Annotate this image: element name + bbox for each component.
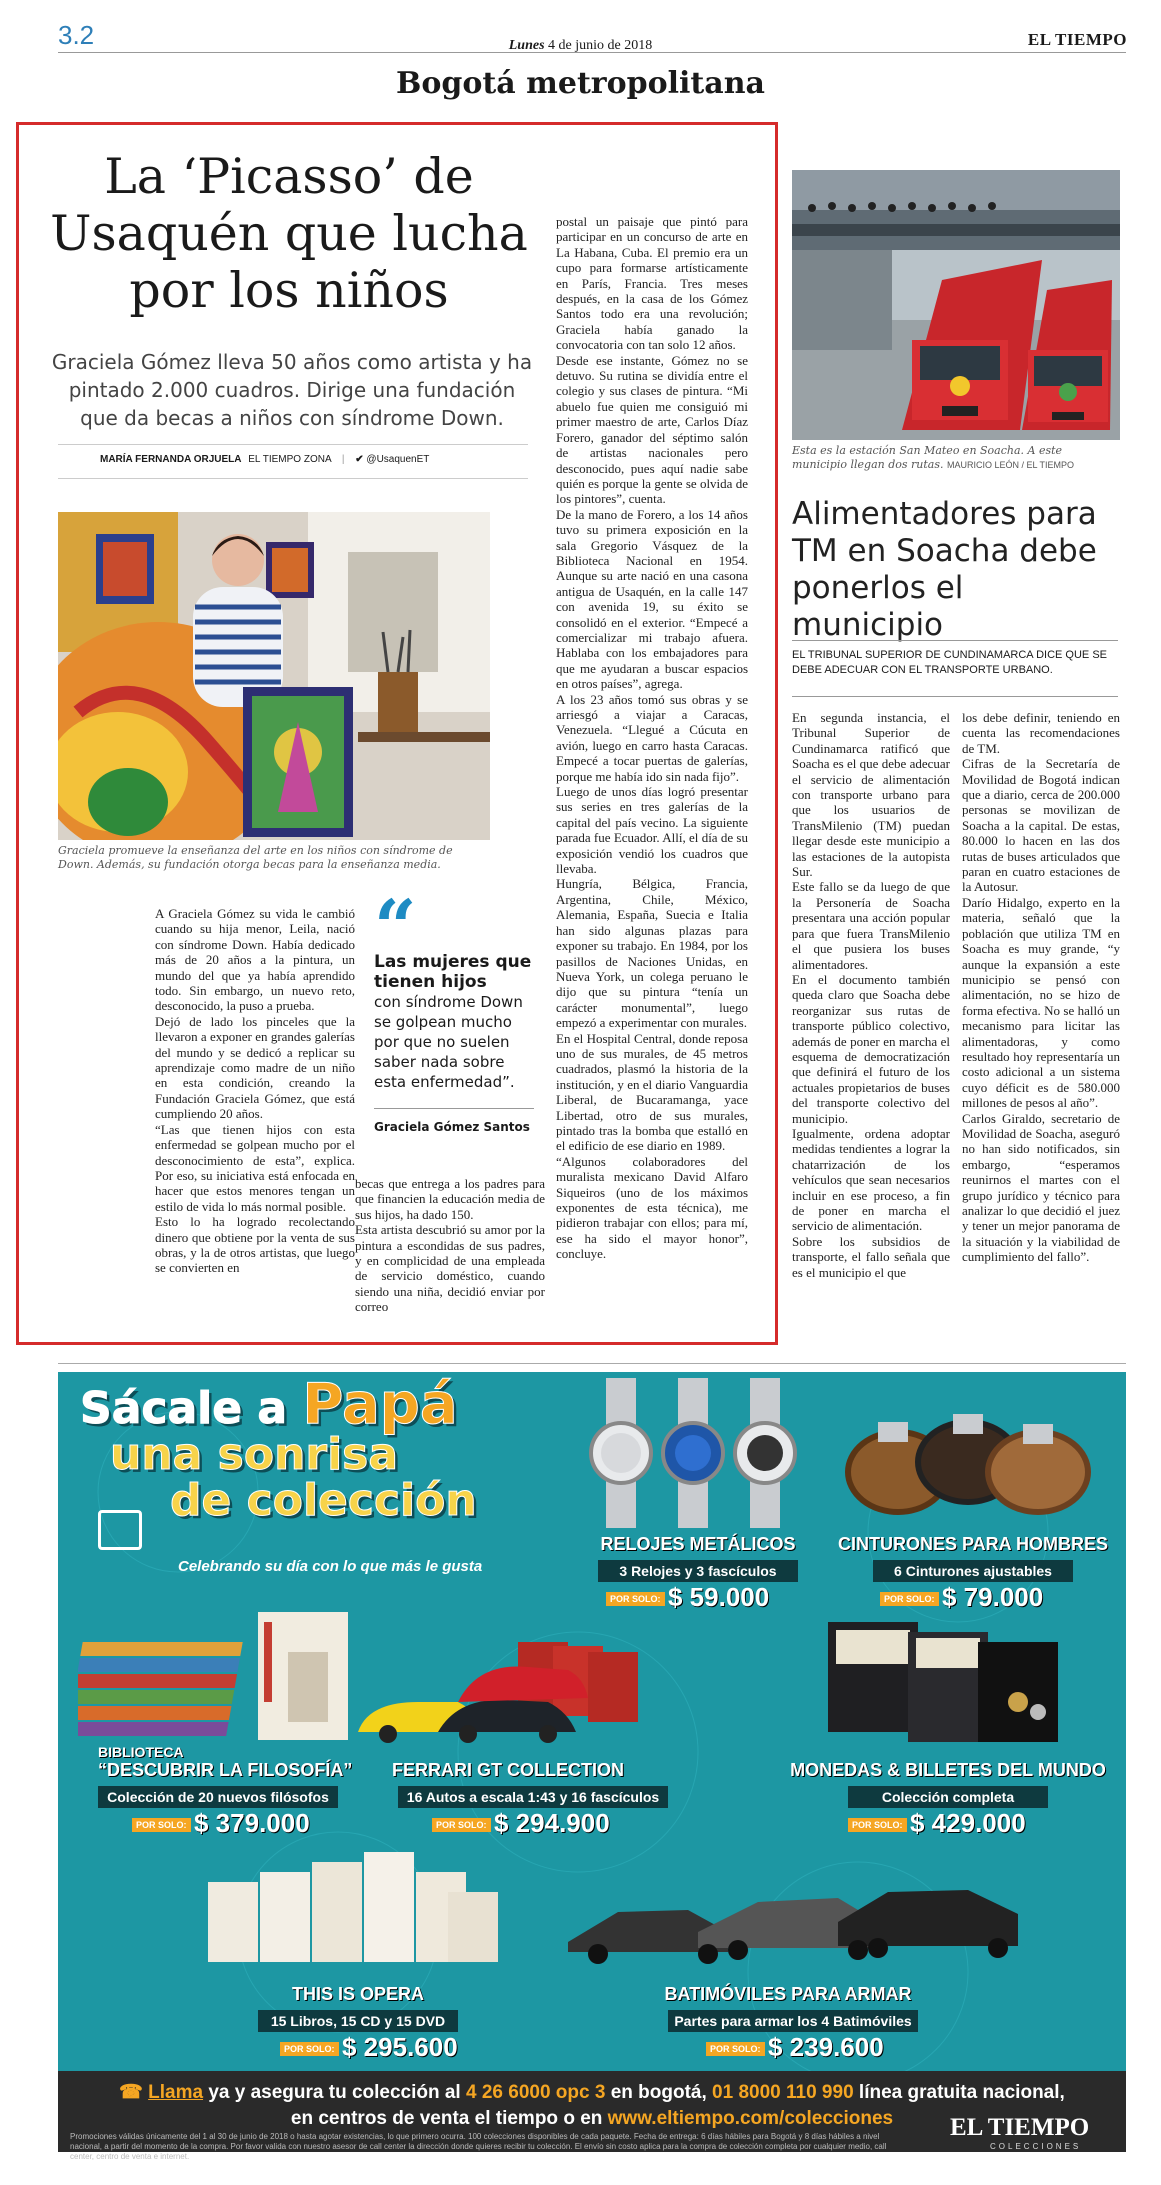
- day: Lunes: [508, 38, 545, 53]
- ad-call-3: en bogotá,: [605, 2082, 713, 2103]
- byline-twitter: @UsaquenET: [366, 454, 430, 465]
- main-headline: La ‘Picasso’ de Usaquén que lucha por los niños: [50, 148, 528, 319]
- main-column-3-text: postal un paisaje que pintó para participar en un concurso de arte en La Habana, Cuba. El premio era un cupo para formarse artísticamente en París, Francia. Tres meses después, en la casa de los Gómez Santos todo era una revolución; Graciela había ganado la convocatoria con tan solo 12 años. Desde ese instante, Gómez no se detuvo. Su rutina se dividía entre el colegio y sus clases de pintura. “Mi abuelo fue quien me consiguió mi primer maestro de arte, Carlos Díaz Forero, ganador del séptimo salón de artistas nacionales pero desconocido, pues aquí nadie sabe quién es porque la gente se olvida de los pintores”, cuenta. De la mano de Forero, a los 14 años tuvo su primera exposición en la sala Gregorio Vásquez de la Biblioteca Nacional en 1954. Aunque su arte nació en una casona antigua de Usaquén, en la calle 147 con avenida 19, su éxito se consolidó en el exterior. “Empecé a comercializar mi trabajo afuera. Hablaba con los embajadores para que me ayudaran a buscar espacios en otros países”, agrega. A los 23 años tomó sus obras y se arriesgó a viajar a Caracas, Venezuela. “Llegué a Cúcuta en avión, luego en carro hasta Caracas. Empecé a tocar puertas de galerías, porque me había ido sin nada fijo”. Luego de unos días logró presentar sus series en tres galerías de la capital del país vecino. La siguiente parada fue Ecuador. Allí, el día de su exposición vendió los cuadros que llevaba. Hungría, Bélgica, Francia, Argentina, Chile, México, Alemania, España, Suecia e Italia han sido algunas plazas para exponer su trabajo. En 1984, por los pasillos de Naciones Unidas, en Nueva York, un colega peruano le dijo que su pintura “tenía un carácter monumental”, luego empezó a experimentar con murales. En el Hospital Central, donde reposa uno de sus murales, de 45 metros cuadrados, plasmó la historia de la institución, y en el diario Vanguardia Liberal, de Bucaramanga, yace Libertad, otro de sus murales, pintado tras la bomba que estalló en el edificio de ese diario en 1989. “Algunos colaboradores del muralista mexicano David Alfaro Siqueiros (uno de los máximos exponentes de esta técnica), me pidieron trabajar con ellos; para mí, ese ha sido el mayor honor”, concluye.: [556, 214, 748, 1262]
- ad-separator: [58, 1363, 1126, 1364]
- ad-call-5: en centros de venta el tiempo o en: [290, 2108, 608, 2129]
- product-opera-price: $ 295.600: [342, 2032, 458, 2062]
- ad-slogan: Celebrando su día con lo que más le gusta: [178, 1558, 483, 1575]
- side-subhead-rule: [792, 640, 1118, 641]
- belts-image: [838, 1402, 1108, 1522]
- side-subhead-rule-bottom: [792, 696, 1118, 697]
- side-column-1: [792, 710, 950, 1280]
- product-ferrari-price: $ 294.900: [494, 1808, 610, 1838]
- product-watches-sub: 3 Relojes y 3 fascículos: [598, 1560, 798, 1582]
- pull-quote-bold: Las mujeres que tienen hijos: [374, 952, 532, 992]
- main-column-1: [155, 906, 355, 1276]
- ad-title-2: una sonrisa: [110, 1429, 399, 1480]
- bus-photo-caption-text: Esta es la estación San Mateo en Soacha. A este municipio llegan dos rutas.: [792, 444, 1063, 471]
- coins-image: [818, 1612, 1078, 1752]
- collections-ad[interactable]: [58, 1372, 1126, 2152]
- byline: MARÍA FERNANDA ORJUELA EL TIEMPO ZONA | ✔ @UsaquenET: [100, 454, 430, 465]
- product-opera-title: THIS IS OPERA: [291, 1984, 425, 2004]
- ad-logo: EL TIEMPO: [950, 2114, 1090, 2141]
- ad-call-free[interactable]: 01 8000 110 990: [712, 2082, 854, 2103]
- product-ferrari-porsolo: POR SOLO:: [432, 1818, 491, 1832]
- product-coins-price: $ 429.000: [910, 1808, 1026, 1838]
- product-opera-porsolo: POR SOLO:: [280, 2042, 339, 2056]
- gift-icon: [98, 1510, 142, 1550]
- watches-image: [588, 1378, 818, 1528]
- ad-call-url[interactable]: www.eltiempo.com/colecciones: [607, 2108, 894, 2129]
- bus-photo-caption: [792, 444, 1118, 472]
- product-batmobile-price: $ 239.600: [768, 2032, 884, 2062]
- product-coins-porsolo: POR SOLO:: [848, 1818, 907, 1832]
- product-belts-sub: 6 Cinturones ajustables: [873, 1560, 1073, 1582]
- bus-station-photo: [792, 170, 1120, 440]
- ad-logo-sub: COLECCIONES: [990, 2142, 1082, 2151]
- ad-title: [80, 1372, 600, 1526]
- side-column-2: [962, 710, 1120, 1265]
- product-philosophy-small: BIBLIOTECA: [98, 1744, 184, 1760]
- pull-quote: [374, 952, 534, 1092]
- ad-title-papa: Papá: [302, 1372, 458, 1437]
- product-philosophy-price: $ 379.000: [194, 1808, 310, 1838]
- ad-title-3: de colección: [170, 1475, 477, 1526]
- product-philosophy-porsolo: POR SOLO:: [132, 1818, 191, 1832]
- header-rule: [58, 52, 1126, 53]
- side-headline: Alimentadores para TM en Soacha debe ponerlos el municipio: [792, 496, 1097, 643]
- quote-mark-icon: “: [374, 885, 417, 971]
- product-coins-sub: Colección completa: [848, 1786, 1048, 1808]
- twitter-icon: ✔: [355, 454, 364, 465]
- product-coins-title: MONEDAS & BILLETES DEL MUNDO: [790, 1760, 1106, 1780]
- product-belts-title: CINTURONES PARA HOMBRES: [838, 1534, 1109, 1554]
- ad-call-phone[interactable]: 4 26 6000 opc 3: [466, 2082, 606, 2103]
- bus-photo-credit: MAURICIO LEÓN / EL TIEMPO: [946, 460, 1075, 470]
- main-column-2-text: becas que entrega a los padres para que financien la educación media de sus hijos, ha dado 150. Esta artista descubrió su amor por la pintura a escondidas de sus padres, y en complicidad de una empleada de servicio doméstico, cuando siendo una niña, decidió enviar por correo: [355, 1176, 545, 1315]
- product-batmobile-porsolo: POR SOLO:: [706, 2042, 765, 2056]
- product-opera-sub: 15 Libros, 15 CD y 15 DVD: [258, 2010, 458, 2032]
- side-column-2-text: los debe definir, teniendo en cuenta las recomendaciones de TM. Cifras de la Secretaría de Movilidad de Bogotá indican que a diario, cerca de 200.000 personas se movilizan de Soacha a la capital. De estas, 80.000 lo hacen en las dos rutas de buses articulados que paran en cuatro estaciones de la Autosur. Darío Hidalgo, experto en la materia, señaló que la población que utiliza TM en Soacha es muy grande, “y aunque la expansión a este municipio se pensó con alimentación, no se hizo de forma efectiva. No se halló un mecanismo para licitar las alimentadoras, y como resultado hoy representaría un costo adicional a un sistema cuyo déficit es de 580.000 millones de pesos al año”. Carlos Giraldo, secretario de Movilidad de Soacha, aseguró no han sido notificados, sin embargo, “esperamos reunirnos el martes con el grupo jurídico y técnico para analizar lo que decidió el juez y tener un mejor panorama de la situación y la viabilidad de cumplimiento del fallo”.: [962, 710, 1120, 1265]
- ad-call-2: ya y asegura tu colección al: [203, 2082, 466, 2103]
- main-column-2: [355, 1176, 545, 1315]
- product-watches-title: RELOJES METÁLICOS: [600, 1534, 796, 1554]
- ad-call-1: Llama: [148, 2082, 204, 2103]
- product-watches-price: $ 59.000: [668, 1582, 770, 1612]
- side-column-1-text: En segunda instancia, el Tribunal Superior de Cundinamarca ratificó que Soacha es el que debe adecuar el servicio de alimentación con transporte urbano para que los usuarios de TransMilenio (TM) puedan llegar desde este municipio a las estaciones de la autopista Sur. Este fallo se da luego de que la Personería de Soacha presentara una acción popular para que fuera TransMilenio el que pusiera los buses alimentadores. En el documento también queda claro que Soacha debe reorganizar sus rutas de transporte público colectivo, además de poner en marcha el esquema de democratización que definirá el futuro de los actuales propietarios de buses del transporte colectivo del municipio. Igualmente, ordena adoptar medidas tendientes a lograr la chatarrización de los vehículos que sean necesarios incluir en ese proceso, a fin de poner en marcha el servicio de alimentación. Sobre los subsidios de transporte, el fallo señala que es el municipio el que: [792, 710, 950, 1280]
- pull-quote-rule: [374, 1108, 534, 1109]
- product-ferrari-sub: 16 Autos a escala 1:43 y 16 fascículos: [398, 1786, 668, 1808]
- byline-rule: [58, 444, 528, 445]
- artist-photo: [58, 512, 490, 840]
- product-belts-price: $ 79.000: [942, 1582, 1044, 1612]
- pull-quote-author: Graciela Gómez Santos: [374, 1120, 530, 1134]
- section-title: Bogotá metropolitana: [396, 66, 765, 101]
- date: 4 de junio de 2018: [548, 38, 653, 53]
- byline-rule-bottom: [58, 478, 528, 479]
- masthead: EL TIEMPO: [1027, 30, 1127, 49]
- ad-title-1: Sácale a: [80, 1383, 288, 1434]
- main-deck: Graciela Gómez lleva 50 años como artista y ha pintado 2.000 cuadros. Dirige una fundación que da becas a niños con síndrome Down.: [51, 350, 533, 430]
- product-watches-porsolo: POR SOLO:: [606, 1592, 665, 1606]
- product-philosophy-title: “DESCUBRIR LA FILOSOFÍA”: [98, 1760, 353, 1780]
- ad-call-4: línea gratuita nacional,: [853, 2082, 1065, 2103]
- byline-org: EL TIEMPO ZONA: [248, 454, 332, 465]
- main-column-3: [556, 214, 748, 1262]
- ad-fine-print: Promociones válidas únicamente del 1 al 30 de junio de 2018 o hasta agotar existencias, lo que primero ocurra. 100 colecciones disponibles de cada paquete. Fecha de entrega: 6 días hábiles para Bogotá y 8 días hábiles a nivel nacional, a partir del momento de la compra. Por favor valida con nuestro asesor de call center la dirección donde quieres recibir tu colección. El envío sin costo aplica para la compra de colección completa por cualquier medio, call center, centro de venta e internet.: [70, 2132, 887, 2161]
- phone-icon: ☎: [119, 2082, 143, 2103]
- product-philosophy-sub: Colección de 20 nuevos filósofos: [98, 1786, 338, 1808]
- opera-image: [208, 1842, 508, 1972]
- batmobile-image: [558, 1862, 1038, 1972]
- product-batmobile-sub: Partes para armar los 4 Batimóviles: [668, 2010, 918, 2032]
- product-belts-porsolo: POR SOLO:: [880, 1592, 939, 1606]
- byline-author: MARÍA FERNANDA ORJUELA: [100, 454, 242, 465]
- product-ferrari-title: FERRARI GT COLLECTION: [392, 1760, 624, 1780]
- side-subhead: EL TRIBUNAL SUPERIOR DE CUNDINAMARCA DICE QUE SE DEBE ADECUAR CON EL TRANSPORTE URBANO.: [792, 649, 1107, 676]
- artist-photo-caption: Graciela promueve la enseñanza del arte en los niños con síndrome de Down. Además, su fundación otorga becas para la enseñanza media.: [58, 844, 453, 871]
- main-column-1-text: A Graciela Gómez su vida le cambió cuando su hija menor, Leila, nació con síndrome Down. Había dedicado más de 20 años a la pintura, un mundo del que ya había aprendido todo. Sin embargo, un nuevo reto, desconocido, la puso a prueba. Dejó de lado los pinceles que la llevaron a exponer en grandes galerías del mundo y se dedicó a replicar su aprendizaje como madre de un niño en esta condición, creando la Fundación Graciela Gómez, que está cumpliendo 20 años. “Las que tienen hijos con esta enfermedad se golpean mucho por el desconocimiento de esta”, explica. Por eso, su iniciativa está enfocada en hacer que estos menores tengan un estilo de vida lo más normal posible. Esto lo ha logrado recolectando dinero que obtiene por la venta de sus obras, y la de otros artistas, que luego se convierten en: [155, 906, 355, 1276]
- pull-quote-text: con síndrome Down se golpean mucho por que no suelen saber nada sobre esta enfermedad”.: [374, 993, 523, 1091]
- page-number: 3.2: [58, 20, 95, 50]
- philosophy-books-image: [78, 1612, 368, 1742]
- product-batmobile-title: BATIMÓVILES PARA ARMAR: [664, 1984, 912, 2004]
- ferrari-image: [348, 1632, 648, 1752]
